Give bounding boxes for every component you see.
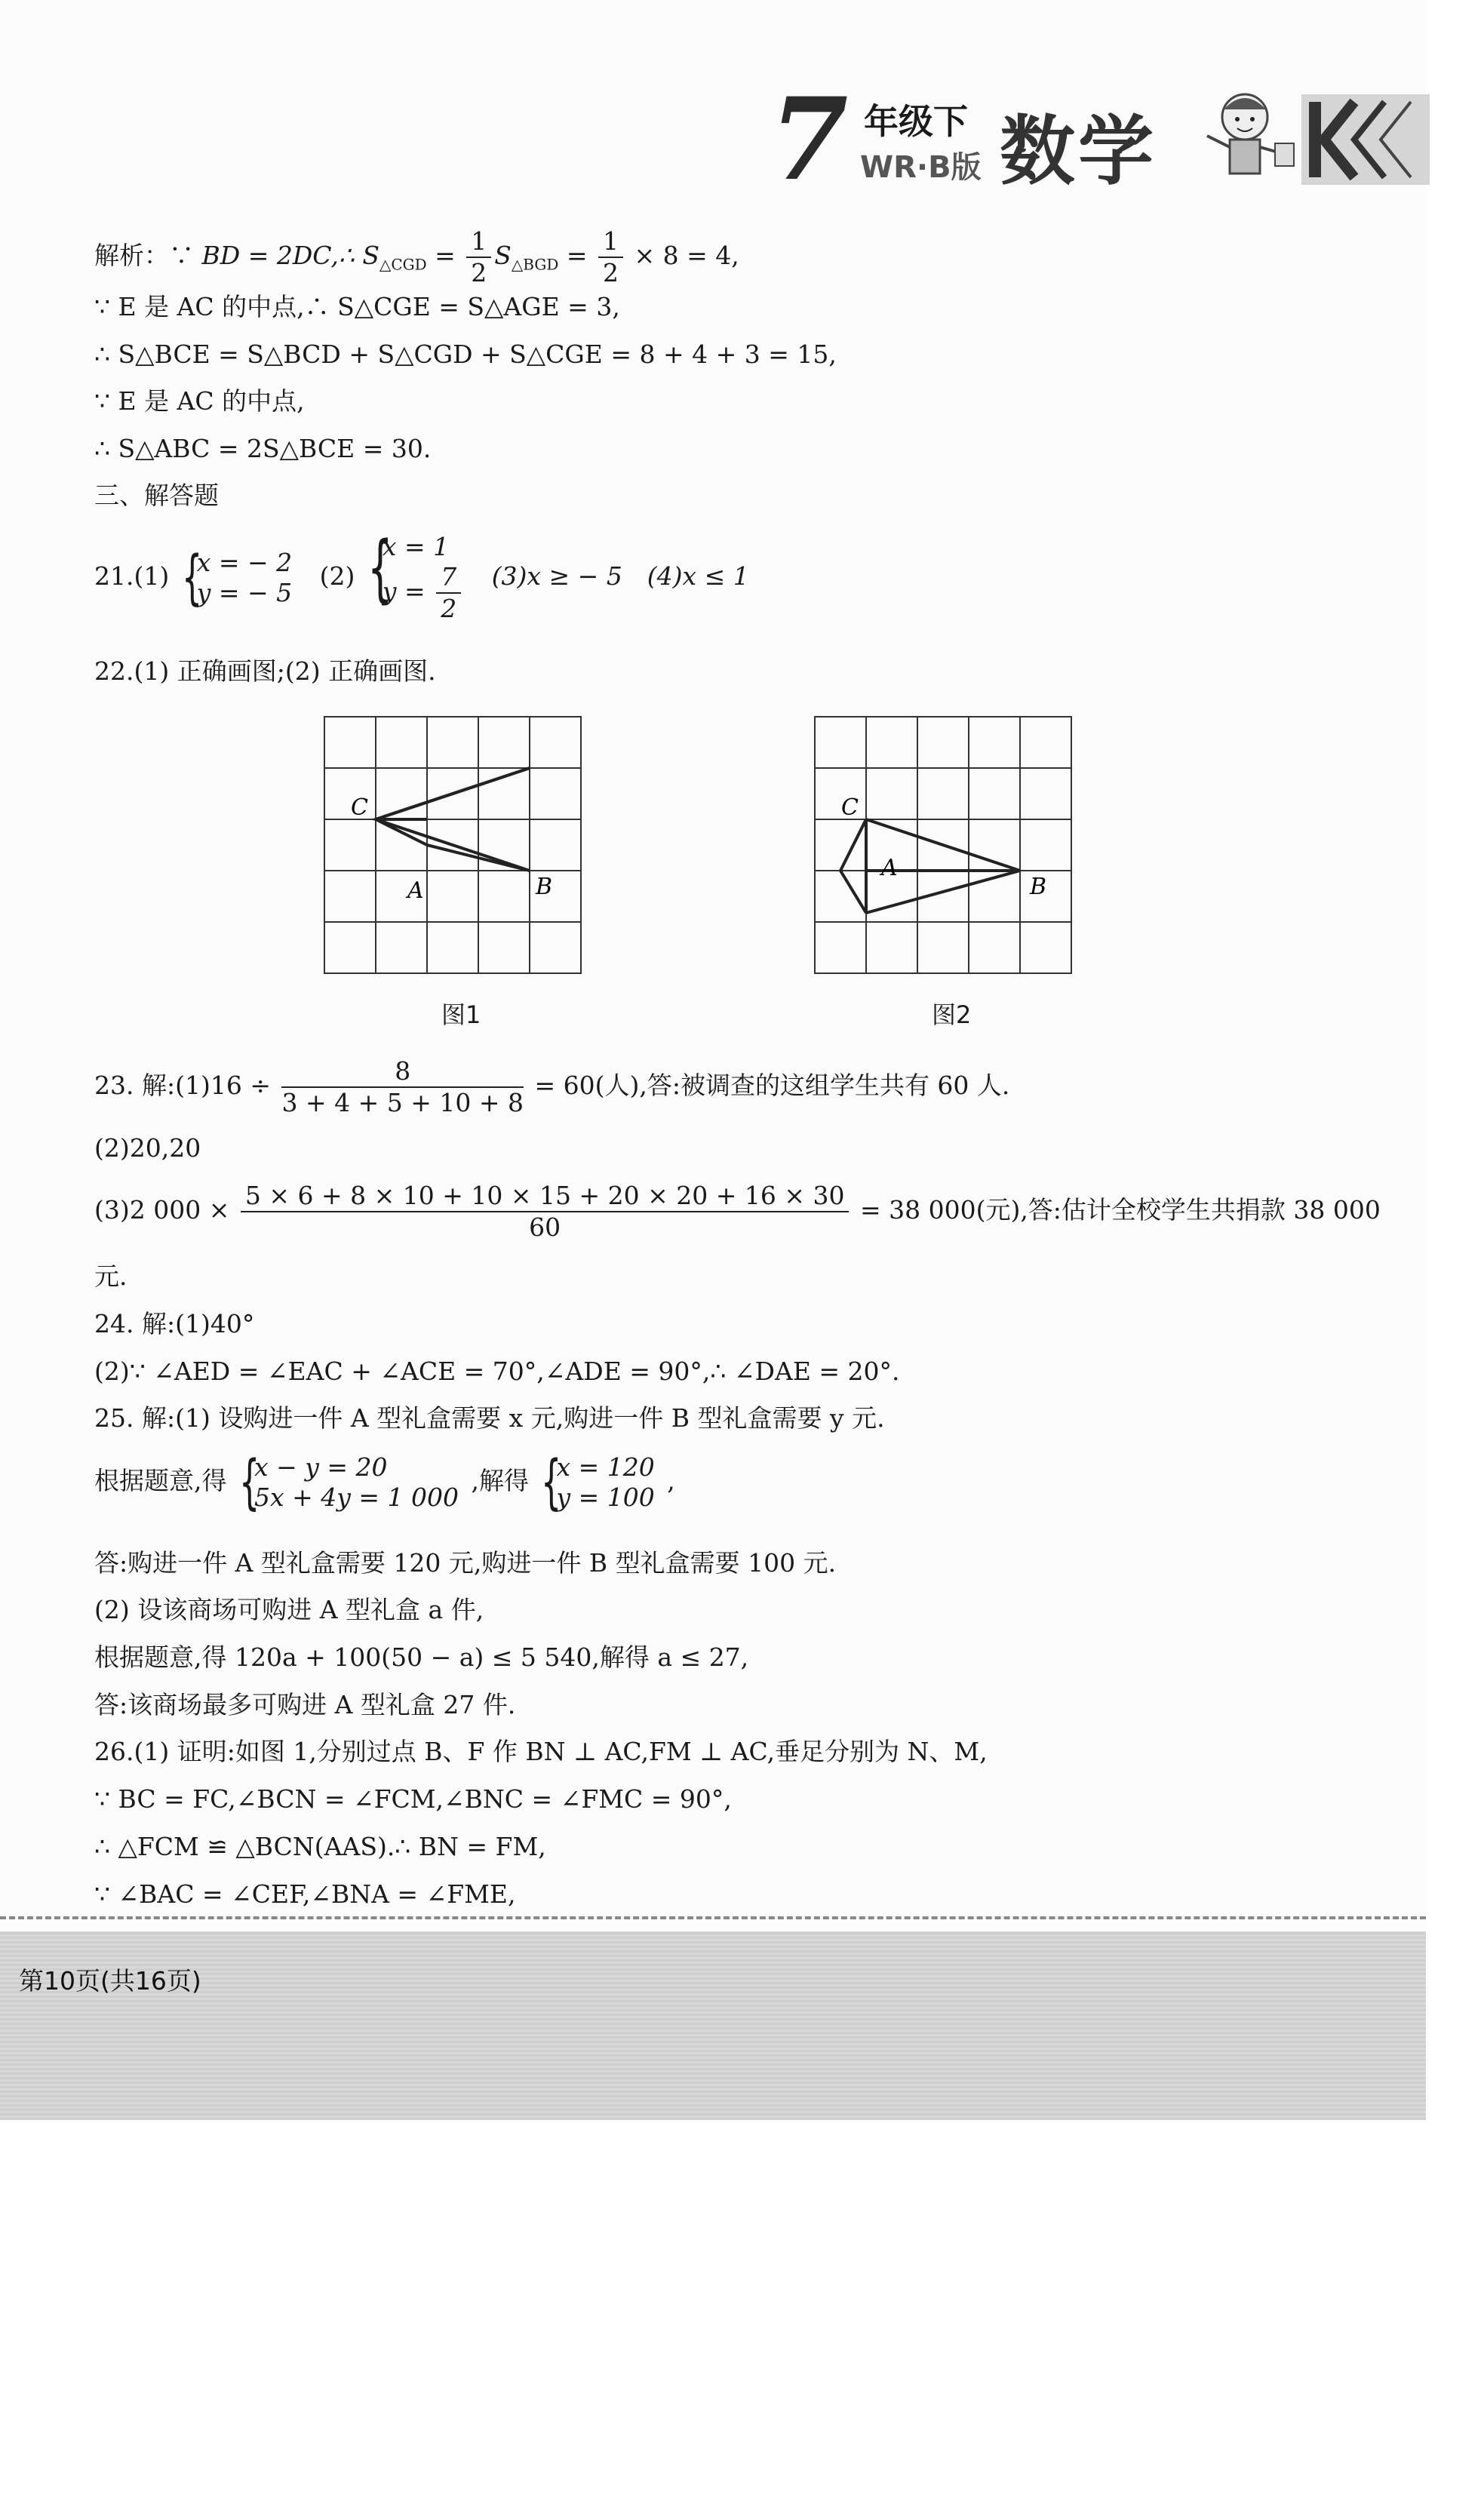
label-A: A	[881, 855, 898, 881]
q25-line2: 根据题意,得 { x − y = 20 5x + 4y = 1 000 ,解得 { x = 120 y = 100 ,	[94, 1449, 675, 1516]
q26-line4: ∵ ∠BAC = ∠CEF,∠BNA = ∠FME,	[94, 1879, 516, 1909]
label-A: A	[407, 877, 424, 904]
grade-text: 年级下	[864, 101, 968, 142]
q23-part3-end: 元.	[94, 1261, 128, 1291]
q23-part1: 23. 解:(1)16 ÷ $\frac{8}{3 + 4 + 5 + 10 + 8}$ = 60(人),答:被调查的这组学生共有 60 人.	[94, 1056, 1010, 1117]
equation-system: { x = 1 y = $\frac{7}{2}$	[367, 532, 464, 624]
q22-answer: 22.(1) 正确画图;(2) 正确画图.	[94, 656, 436, 686]
q26-line3: ∴ △FCM ≌ △BCN(AAS).∴ BN = FM,	[94, 1832, 546, 1861]
q26-line2: ∵ BC = FC,∠BCN = ∠FCM,∠BNC = ∠FMC = 90°,	[94, 1784, 732, 1814]
q23-part2: (2)20,20	[94, 1133, 201, 1163]
page-footer	[0, 1931, 1426, 2120]
figure-2-caption: 图2	[932, 1000, 972, 1029]
cartoon-kid-icon	[1192, 83, 1298, 192]
q25-line3: 答:购进一件 A 型礼盒需要 120 元,购进一件 B 型礼盒需要 100 元.	[94, 1548, 837, 1578]
q25-line4: (2) 设该商场可购进 A 型礼盒 a 件,	[94, 1595, 484, 1624]
grid-figures	[317, 709, 1109, 1026]
fraction: $\frac{1}{2}$	[466, 226, 491, 288]
analysis-line-1: 解析：∵ BD = 2DC,∴ $S_{\triangle CGD}$ = $\frac{1}{2}$ $S_{\triangle BGD}$ = $\frac{1}{2}$ × 8 = 4,	[94, 226, 739, 287]
figure-1-grid	[324, 717, 581, 973]
analysis-line-5: ∴ S△ABC = 2S△BCE = 30.	[94, 434, 432, 463]
q25-line1: 25. 解:(1) 设购进一件 A 型礼盒需要 x 元,购进一件 B 型礼盒需要 y 元.	[94, 1403, 885, 1433]
label-C: C	[841, 794, 859, 821]
label-B: B	[536, 874, 553, 900]
book-header	[754, 73, 1449, 206]
q21-answer: 21.(1) { x = − 2 y = − 5 (2) { x = 1 y = $\frac{7}{2}$ (3)x ≥ − 5 (4)x ≤ 1	[94, 526, 749, 623]
analysis-line-2: ∵ E 是 AC 的中点,∴ S△CGE = S△AGE = 3,	[94, 292, 620, 321]
equation-system: { x = 120 y = 100	[541, 1449, 655, 1516]
figure-1-caption: 图1	[441, 1000, 481, 1029]
analysis-line-4: ∵ E 是 AC 的中点,	[94, 386, 305, 416]
equation-system: { x − y = 20 5x + 4y = 1 000	[239, 1449, 459, 1516]
analysis-line-3: ∴ S△BCE = S△BCD + S△CGD + S△CGE = 8 + 4 + 3 = 15,	[94, 340, 837, 369]
section-heading: 三、解答题	[94, 481, 219, 510]
q26-line1: 26.(1) 证明:如图 1,分别过点 B、F 作 BN ⊥ AC,FM ⊥ AC,垂足分别为 N、M,	[94, 1737, 988, 1766]
grade-number: 7	[770, 73, 849, 206]
page-number: 第10页(共16页)	[19, 1966, 201, 1996]
figure-2-grid	[815, 717, 1071, 973]
q23-part3: (3)2 000 × $\frac{5 \times 6 + 8 \times 10 + 10 \times 15 + 20 \times 20 + 16 \times 30}{60}$ = 38 000(元),答:估计全校学生共捐款 38 000	[94, 1181, 1381, 1242]
q25-line5: 根据题意,得 120a + 100(50 − a) ≤ 5 540,解得 a ≤ 27,	[94, 1642, 749, 1672]
edition-label: WR·B版	[860, 150, 982, 185]
subject-title: 数学	[1000, 107, 1157, 195]
footer-divider	[0, 1916, 1426, 1919]
q24-part1: 24. 解:(1)40°	[94, 1309, 255, 1338]
q24-part2: (2)∵ ∠AED = ∠EAC + ∠ACE = 70°,∠ADE = 90°,∴ ∠DAE = 20°.	[94, 1357, 900, 1386]
q25-line6: 答:该商场最多可购进 A 型礼盒 27 件.	[94, 1690, 516, 1719]
equation-system: { x = − 2 y = − 5	[181, 544, 293, 612]
fraction: $\frac{1}{2}$	[598, 226, 623, 288]
label-B: B	[1030, 874, 1047, 900]
label-C: C	[351, 794, 368, 821]
figure-area	[317, 709, 1109, 1029]
chevron-logo-icon	[1301, 94, 1430, 185]
